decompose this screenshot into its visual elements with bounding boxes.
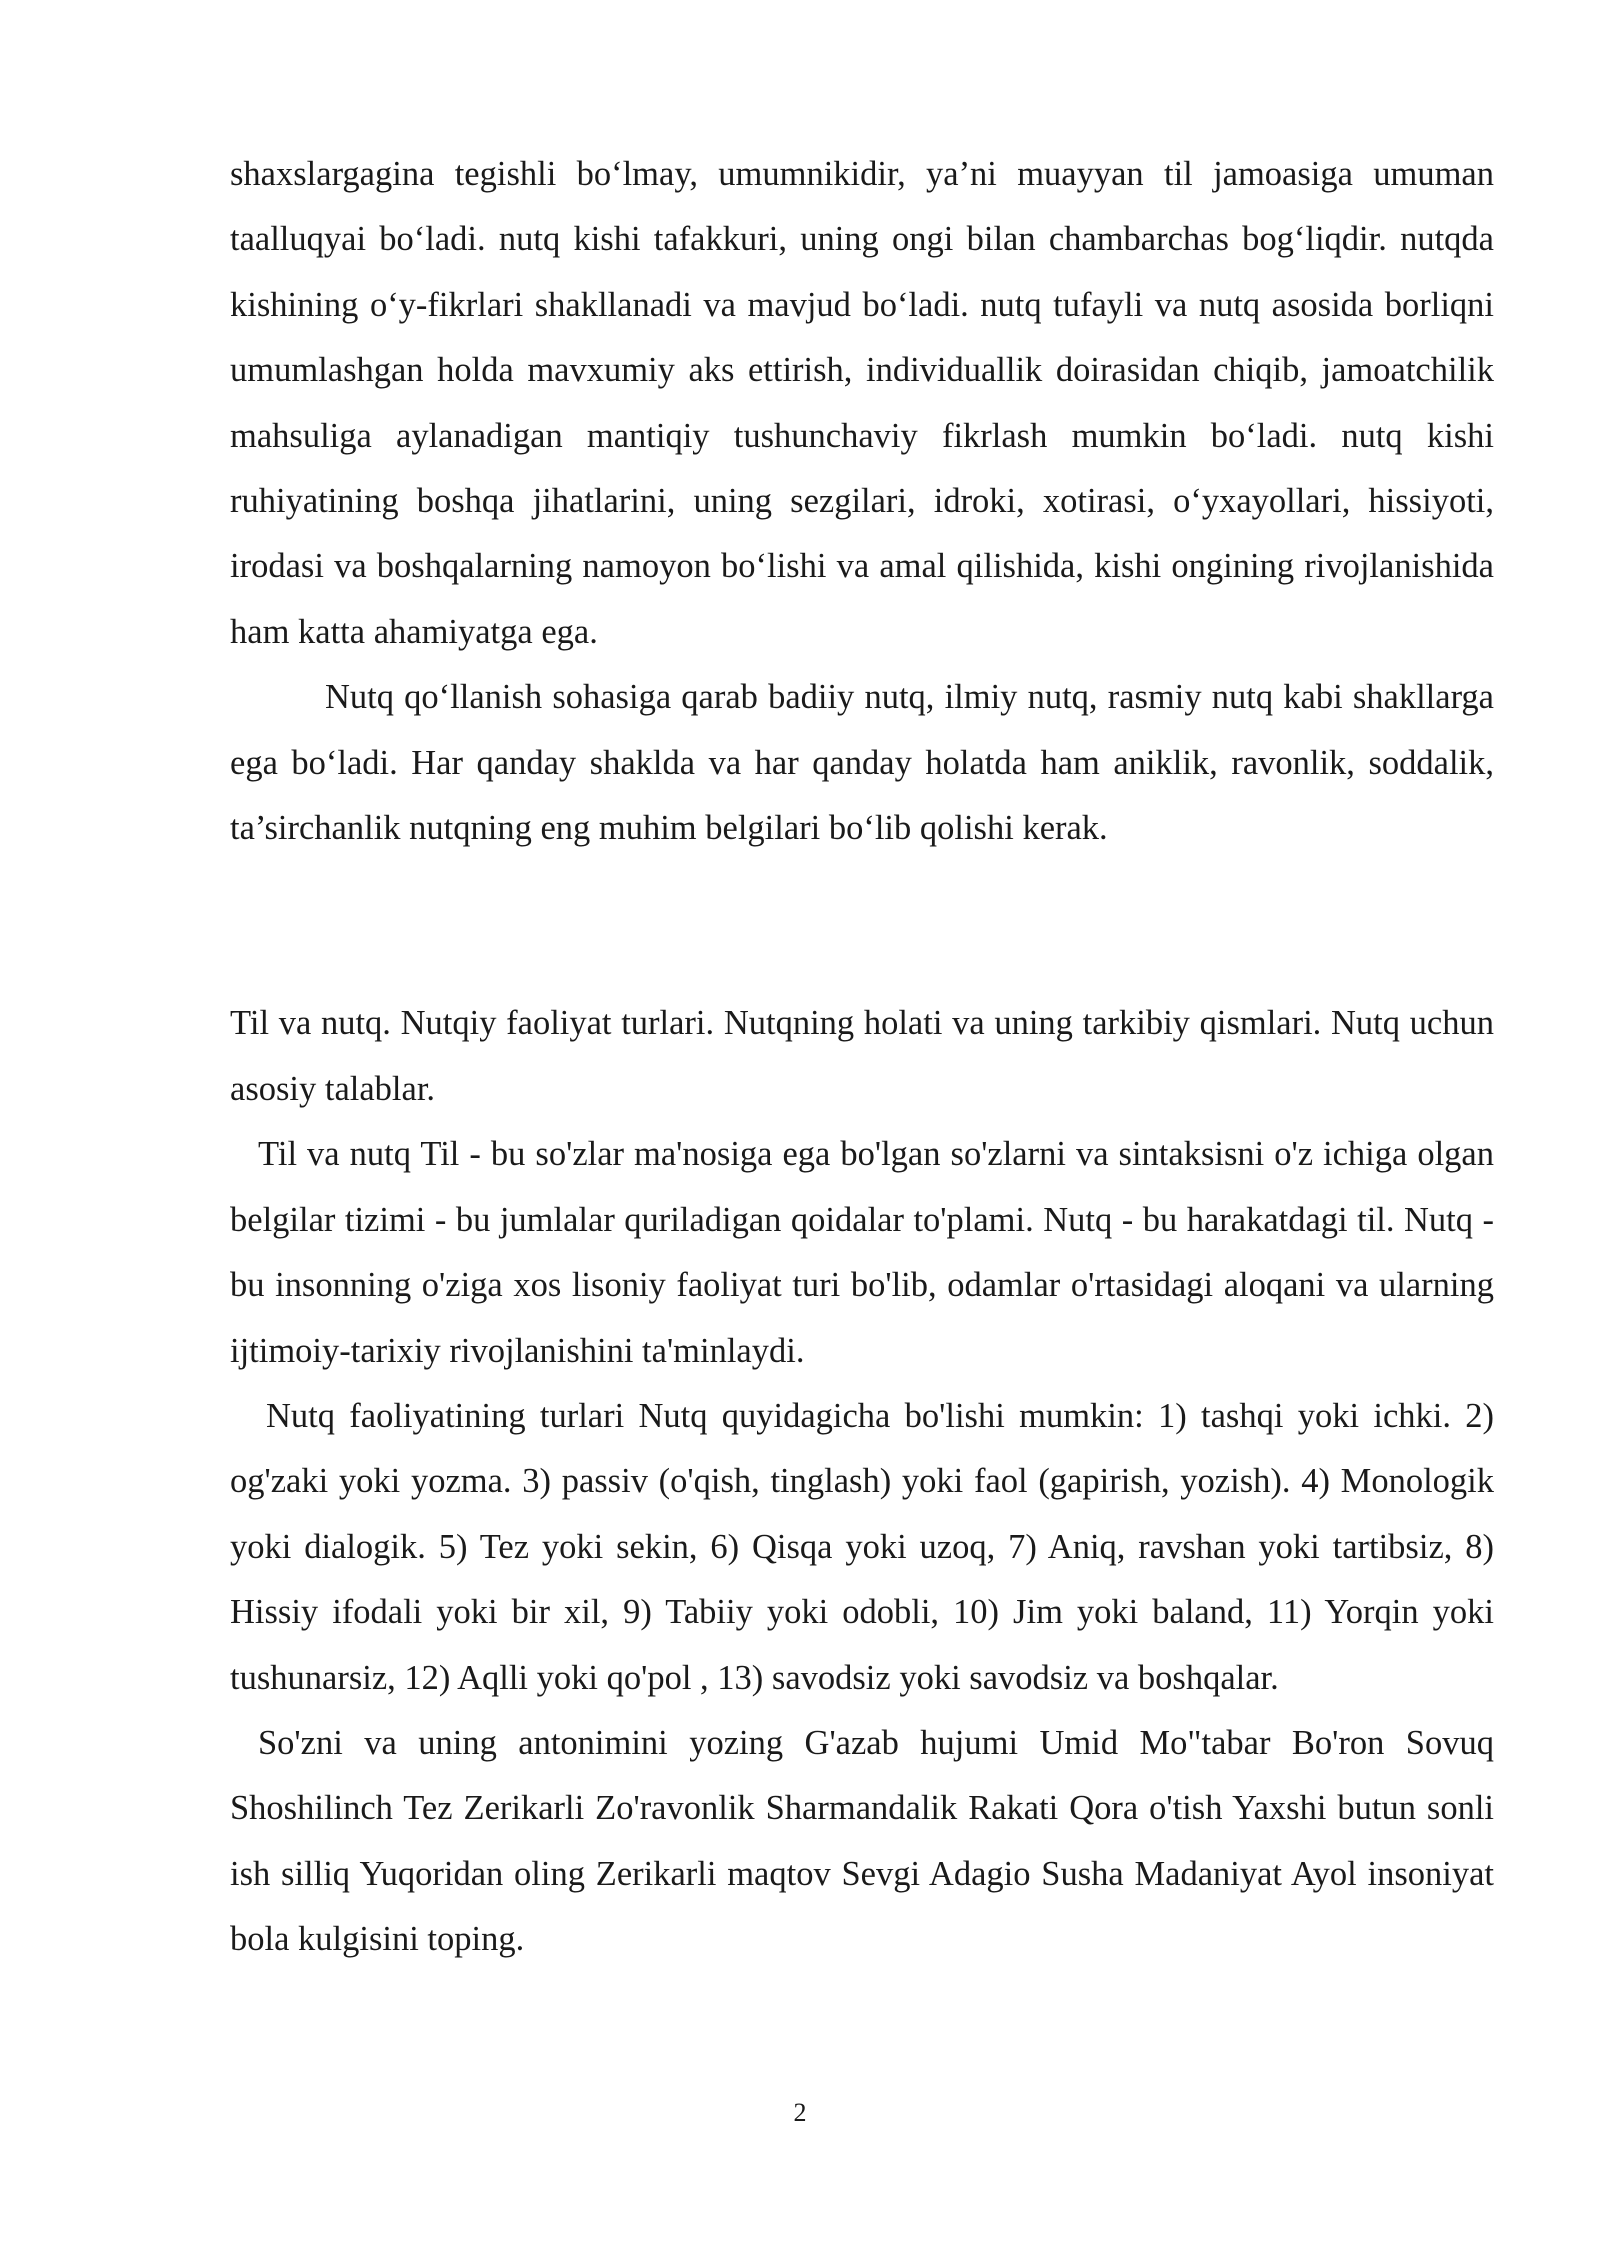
document-body xyxy=(230,142,1494,1973)
page-number: 2 xyxy=(793,2098,807,2127)
paragraph-antonym-task: So'zni va uning antonimini yozing G'azab hujumi Umid Mo"tabar Bo'ron Sovuq Shoshilinch Tez Zerikarli Zo'ravonlik Sharmandalik Rakati Qora o'tish Yaxshi butun sonli ish silliq Yuqoridan oling Zerikarli maqtov Sevgi Adagio Susha Madaniyat Ayol insoniyat bola kulgisini toping. xyxy=(230,1723,1494,1959)
section-gap xyxy=(230,861,1494,991)
paragraph-til-va-nutq: Til va nutq Til - bu so'zlar ma'nosiga ega bo'lgan so'zlarni va sintaksisni o'z ichiga olgan belgilar tizimi - bu jumlalar quriladigan qoidalar to'plami. Nutq - bu harakatdagi til. Nutq - bu insonning o'ziga xos lisoniy faoliyat turi bo'lib, odamlar o'rtasidagi aloqani va ularning ijtimoiy-tarixiy rivojlanishini ta'minlaydi. xyxy=(230,1135,1494,1370)
paragraph-nutq-turlari: Nutq faoliyatining turlari Nutq quyidagicha bo'lishi mumkin: 1) tashqi yoki ichki. 2) og'zaki yoki yozma. 3) passiv (o'qish, tinglash) yoki faol (gapirish, yozish). 4) Monologik yoki dialogik. 5) Tez yoki sekin, 6) Qisqa yoki uzoq, 7) Aniq, ravshan yoki tartibsiz, 8) Hissiy ifodali yoki bir xil, 9) Tabiiy yoki odobli, 10) Jim yoki baland, 11) Yorqin yoki tushunarsiz, 12) Aqlli yoki qo'pol , 13) savodsiz yoki savodsiz va boshqalar. xyxy=(230,1396,1494,1697)
paragraph-nutq-properties: shaxslargagina tegishli bo‘lmay, umumnikidir, ya’ni muayyan til jamoasiga umuman taalluqyai bo‘ladi. nutq kishi tafakkuri, uning ongi bilan chambarchas bog‘liqdir. nutqda kishining o‘y-fikrlari shakllanadi va mavjud bo‘ladi. nutq tufayli va nutq asosida borliqni umumlashgan holda mavxumiy aks ettirish, individuallik doirasidan chiqib, jamoatchilik mahsuliga aylanadigan mantiqiy tushunchaviy fikrlash mumkin bo‘ladi. nutq kishi ruhiyatining boshqa jihatlarini, uning sezgilari, idroki, xotirasi, o‘yxayollari, hissiyoti, irodasi va boshqalarning namoyon bo‘lishi va amal qilishida, kishi ongining rivojlanishida ham katta ahamiyatga ega. xyxy=(230,155,1494,651)
paragraph-nutq-styles: Nutq qo‘llanish sohasiga qarab badiiy nutq, ilmiy nutq, rasmiy nutq kabi shakllarga ega bo‘ladi. Har qanday shaklda va har qanday holatda ham aniklik, ravonlik, soddalik, ta’sirchanlik nutqning eng muhim belgilari bo‘lib qolishi kerak. xyxy=(230,678,1494,848)
section-heading: Til va nutq. Nutqiy faoliyat turlari. Nutqning holati va uning tarkibiy qismlari. Nutq uchun asosiy talablar. xyxy=(230,1004,1494,1108)
